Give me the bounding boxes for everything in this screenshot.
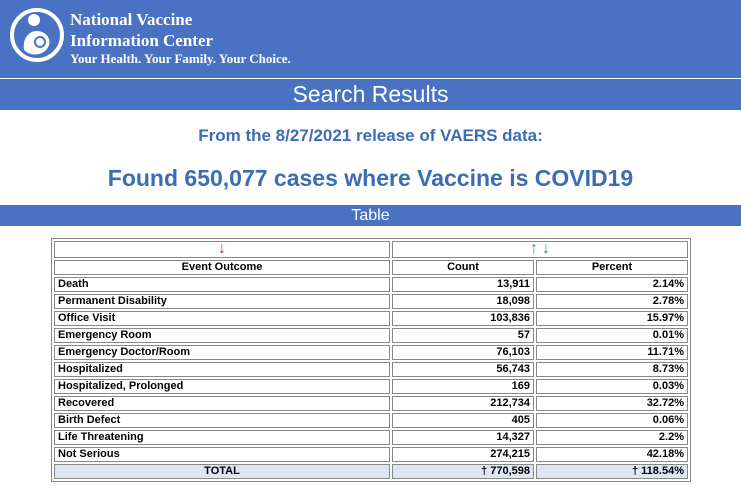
count-cell: 18,098 [392, 294, 534, 309]
total-count: † 770,598 [392, 464, 534, 479]
tagline: Your Health. Your Family. Your Choice. [70, 51, 291, 66]
page-title: Search Results [0, 78, 741, 110]
sort-cell-outcome [54, 241, 390, 258]
count-cell: 57 [392, 328, 534, 343]
outcome-cell: Hospitalized [54, 362, 390, 377]
outcome-cell: Not Serious [54, 447, 390, 462]
percent-cell: 15.97% [536, 311, 688, 326]
count-cell: 76,103 [392, 345, 534, 360]
count-cell: 13,911 [392, 277, 534, 292]
percent-cell: 8.73% [536, 362, 688, 377]
total-row [54, 464, 688, 479]
sort-row [54, 241, 688, 258]
table-row [54, 396, 688, 411]
sort-cell-count [392, 241, 688, 258]
percent-cell: 0.01% [536, 328, 688, 343]
table-row [54, 447, 688, 462]
mother-child-logo-icon[interactable] [10, 4, 64, 66]
org-name-line1[interactable]: National Vaccine [70, 10, 193, 29]
outcome-cell: Life Threatening [54, 430, 390, 445]
percent-cell: 11.71% [536, 345, 688, 360]
table-row [54, 294, 688, 309]
down-arrow-green-icon[interactable]: ↓ [542, 240, 550, 257]
table-row [54, 328, 688, 343]
outcome-cell: Hospitalized, Prolonged [54, 379, 390, 394]
release-subtitle: From the 8/27/2021 release of VAERS data: [198, 126, 543, 145]
total-percent: † 118.54% [536, 464, 688, 479]
results-summary: Found 650,077 cases where Vaccine is COVID19 [107, 165, 634, 191]
table-row [54, 277, 688, 292]
outcome-cell: Permanent Disability [54, 294, 390, 309]
table-row [54, 311, 688, 326]
header-event-outcome: Event Outcome [54, 260, 390, 275]
up-arrow-green-icon[interactable]: ↑ [530, 240, 538, 257]
count-cell: 212,734 [392, 396, 534, 411]
total-label: TOTAL [54, 464, 390, 479]
table-row [54, 413, 688, 428]
percent-cell: 0.03% [536, 379, 688, 394]
table-row [54, 362, 688, 377]
results-table [51, 238, 691, 482]
site-header [0, 0, 741, 78]
percent-cell: 2.14% [536, 277, 688, 292]
table-row [54, 379, 688, 394]
percent-cell: 32.72% [536, 396, 688, 411]
outcome-cell: Office Visit [54, 311, 390, 326]
count-cell: 56,743 [392, 362, 534, 377]
table-section-label: Table [0, 205, 741, 226]
percent-cell: 2.78% [536, 294, 688, 309]
org-name-line2[interactable]: Information Center [70, 31, 214, 50]
table-row [54, 430, 688, 445]
percent-cell: 42.18% [536, 447, 688, 462]
count-cell: 103,836 [392, 311, 534, 326]
outcome-cell: Emergency Room [54, 328, 390, 343]
count-cell: 14,327 [392, 430, 534, 445]
header-row [54, 260, 688, 275]
header-percent: Percent [536, 260, 688, 275]
percent-cell: 0.06% [536, 413, 688, 428]
outcome-cell: Birth Defect [54, 413, 390, 428]
percent-cell: 2.2% [536, 430, 688, 445]
count-cell: 169 [392, 379, 534, 394]
outcome-cell: Death [54, 277, 390, 292]
table-row [54, 345, 688, 360]
count-cell: 405 [392, 413, 534, 428]
down-arrow-red-icon[interactable]: ↓ [218, 240, 226, 257]
header-count: Count [392, 260, 534, 275]
count-cell: 274,215 [392, 447, 534, 462]
outcome-cell: Recovered [54, 396, 390, 411]
outcome-cell: Emergency Doctor/Room [54, 345, 390, 360]
